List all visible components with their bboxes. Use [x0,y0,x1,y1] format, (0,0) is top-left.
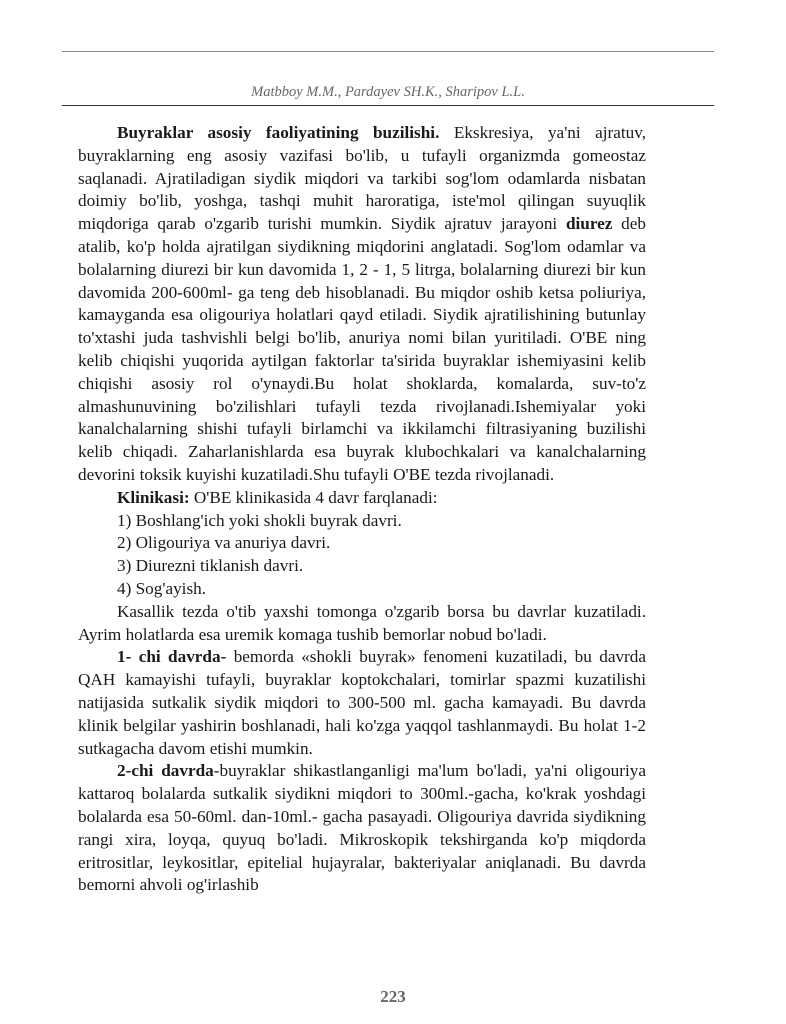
term-diurez: diurez [565,214,613,234]
page-body [78,122,646,897]
paragraph-course: Kasallik tezda o'tib yaxshi tomonga o'zgarib borsa bu davrlar kuzatiladi. Ayrim holatlarda esa uremik komaga tushib bemorlar nobud bo'ladi. [78,601,646,644]
list-item: 3) Diurezni tiklanish davri. [117,556,304,576]
page-number: 223 [380,987,406,1006]
top-rule [62,51,714,52]
paragraph-text: bemorda «shokli buyrak» fenomeni kuzatiladi, bu davrda QAH kamayishi tufayli, buyraklar koptokchalari, tomirlar spazmi kuzatilishi natijasida sutkalik siydik miqdori to 300-500 ml. gacha kamayadi. Bu davrda klinik belgilar yashirin boshlanadi, hali ko'zga yaqqol tashlanmaydi. Bu holat 1-2 sutkagacha davom etishi mumkin. [78,647,646,758]
stage-2-label: 2-chi davrda [117,761,214,781]
paragraph-text: -buyraklar shikastlanganligi ma'lum bo'ladi, ya'ni oligouriya kattaroq bolalarda sutkalik siydikni miqdori to 300ml.-gacha, ko'krak yoshdagi bolalarda esa 50-60ml. dan-10ml.- gacha pasayadi. Oligouriya davrida siydikning rangi xira, loyqa, quyuq bo'ladi. Mikroskopik tekshirganda ko'p miqdorda eritrositlar, leykositlar, epitelial hujayralar, bakteriyalar aniqlanadi. Bu davrda bemorni ahvoli og'irlashib [78,761,647,895]
list-item: 2) Oligouriya va anuriya davri. [117,533,331,553]
paragraph-text: O'BE klinikasida 4 davr farqlanadi: [189,487,438,507]
paragraph-clinic [78,487,646,510]
stage-1-label: 1- chi davrda- [117,647,227,667]
section-heading: Buyraklar asosiy faoliyatining buzilishi. [117,123,440,142]
paragraph-kidney-function [78,122,646,487]
running-head: Matbboy M.M., Pardayev SH.K., Sharipov L.L. [251,84,525,100]
paragraph-text: deb atalib, ko'p holda ajratilgan siydikning miqdorini anglatadi. Sog'lom odamlar va bolalarning diurezi bir kun davomida 1, 2 - 1, 5 litrga, bolalarning diurezi bir kun davomida 200-600ml- ga teng deb hisoblanadi. Bu miqdor oshib ketsa poliuriya, kamayganda esa oligouriya holatlari qayd etiladi. Siydik ajratilishining butunlay to'xtashi juda tashvishli belgi bo'lib, anuriya nomi bilan yuritiladi. O'BE ning kelib chiqishi yuqorida aytilgan faktorlar ta'sirida buyraklar ishemiyasini kelib chiqishi asosiy rol o'ynaydi.Bu holat shoklarda, komalarda, suv-to'z almashunuvining bo'zilishlari tufayli tezda rivojlanadi.Ishemiyalar yoki kanalchalarning shishi tufayli birlamchi va ikkilamchi filtrasiyaning buzilishi kelib chiqadi. Zaharlanishlarda esa buyrak klubochkalari va kanalchalarning devorini toksik kuyishi kuzatiladi.Shu tufayli O'BE tezda rivojlanadi. [78,214,646,484]
paragraph-text: Ekskresiya, ya'ni ajratuv, buyraklarning eng asosiy vazifasi bo'lib, u tufayli organizmda gomeostaz saqlanadi. Ajratiladigan siydik miqdori va tarkibi sog'lom odamlarda nisbatan doimiy bo'lib, yoshga, tashqi muhit haroratiga, iste'mol qilingan suyuqlik miqdoriga qarab o'zgarib turishi mumkin. Siydik ajratuv jarayoni [78,123,646,234]
list-item: 1) Boshlang'ich yoki shokli buyrak davri. [117,510,402,530]
paragraph-stage-2 [78,760,646,897]
header-rule [62,105,714,106]
clinic-label: Klinikasi: [117,487,190,507]
list-item: 4) Sog'ayish. [117,578,207,598]
paragraph-stage-1 [78,646,646,760]
